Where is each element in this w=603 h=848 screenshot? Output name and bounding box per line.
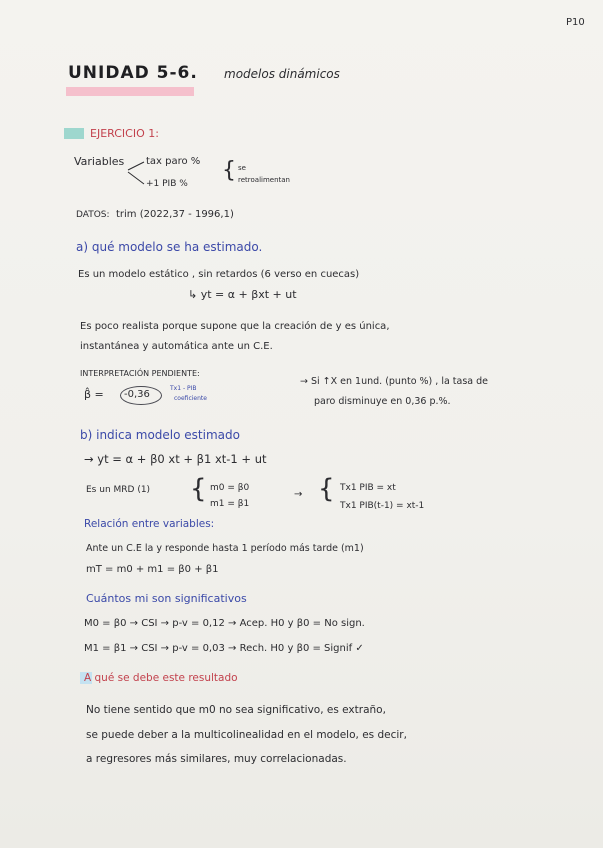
part-a-line-3: instantánea y automática ante un C.E. [80, 341, 273, 352]
variables-label: Variables [74, 155, 125, 168]
question-b: b) indica modelo estimado [80, 428, 240, 442]
beta-note-1: Tx1 - PIB [170, 385, 197, 392]
beta-value: -0,36 [124, 389, 150, 400]
part-a-line-1: Es un modelo estático , sin retardos (6 verso en cuecas) [78, 269, 360, 280]
variables-note-2: retroalimentan [238, 176, 290, 184]
variables-split-stroke [128, 162, 144, 184]
title-highlight [66, 87, 194, 96]
exercise-label: EJERCICIO 1: [90, 127, 159, 140]
significance-label: Cuántos mi son significativos [86, 592, 247, 605]
part-b-equation: → yt = α + β0 xt + β1 xt-1 + ut [84, 452, 267, 466]
relation-label: Relación entre variables: [84, 518, 215, 530]
part-a-line-2: Es poco realista porque supone que la creación de y es única, [80, 321, 390, 332]
relation-line: Ante un C.E la y responde hasta 1 período más tarde (m1) [86, 543, 364, 554]
tx-brace: { [318, 474, 335, 504]
part-a-equation: ↳ yt = α + βxt + ut [188, 288, 297, 301]
interpretation-line-1: → Si ↑X en 1und. (punto %) , la tasa de [300, 376, 489, 387]
variables-note-1: se [238, 164, 246, 172]
mrd-brace: { [190, 474, 207, 504]
question-a: a) qué modelo se ha estimado. [76, 240, 263, 254]
beta-label: β̂ = [84, 388, 104, 401]
result-label: A qué se debe este resultado [84, 672, 238, 684]
m1-test: M1 = β1 → CSI → p-v = 0,03 → Rech. H0 y β0 = Signif ✓ [84, 643, 364, 654]
mrd-arrow: → [294, 489, 303, 500]
mrd-label: Es un MRD (1) [86, 485, 151, 495]
m1-definition: m1 = β1 [210, 499, 250, 509]
beta-note-2: coeficiente [174, 395, 207, 402]
interpretation-line-2: paro disminuye en 0,36 p.%. [314, 396, 451, 407]
answer-line-1: No tiene sentido que m0 no sea significativo, es extraño, [86, 704, 386, 716]
page-subtitle: modelos dinámicos [224, 67, 340, 81]
answer-line-2: se puede deber a la multicolinealidad en el modelo, es decir, [86, 729, 407, 741]
answer-line-3: a regresores más similares, muy correlacionadas. [86, 753, 347, 765]
total-multiplier-line: mT = m0 + m1 = β0 + β1 [86, 564, 219, 575]
page-number: P10 [566, 17, 585, 28]
tx-lagged: Tx1 PIB(t-1) = xt-1 [340, 501, 425, 511]
m0-test: M0 = β0 → CSI → p-v = 0,12 → Acep. H0 y β0 = No sign. [84, 618, 365, 629]
page-title: UNIDAD 5-6. [68, 63, 198, 83]
datos-text: trim (2022,37 - 1996,1) [116, 209, 234, 220]
variables-brace: { [222, 158, 236, 183]
m0-definition: m0 = β0 [210, 483, 250, 493]
interpretation-label: INTERPRETACIÓN PENDIENTE: [80, 369, 200, 378]
tx-current: Tx1 PIB = xt [340, 483, 396, 493]
exercise-highlight [64, 128, 84, 139]
variable-paro: tax paro % [146, 156, 201, 167]
datos-label: DATOS: [76, 210, 110, 220]
variable-pib: +1 PIB % [146, 179, 188, 189]
